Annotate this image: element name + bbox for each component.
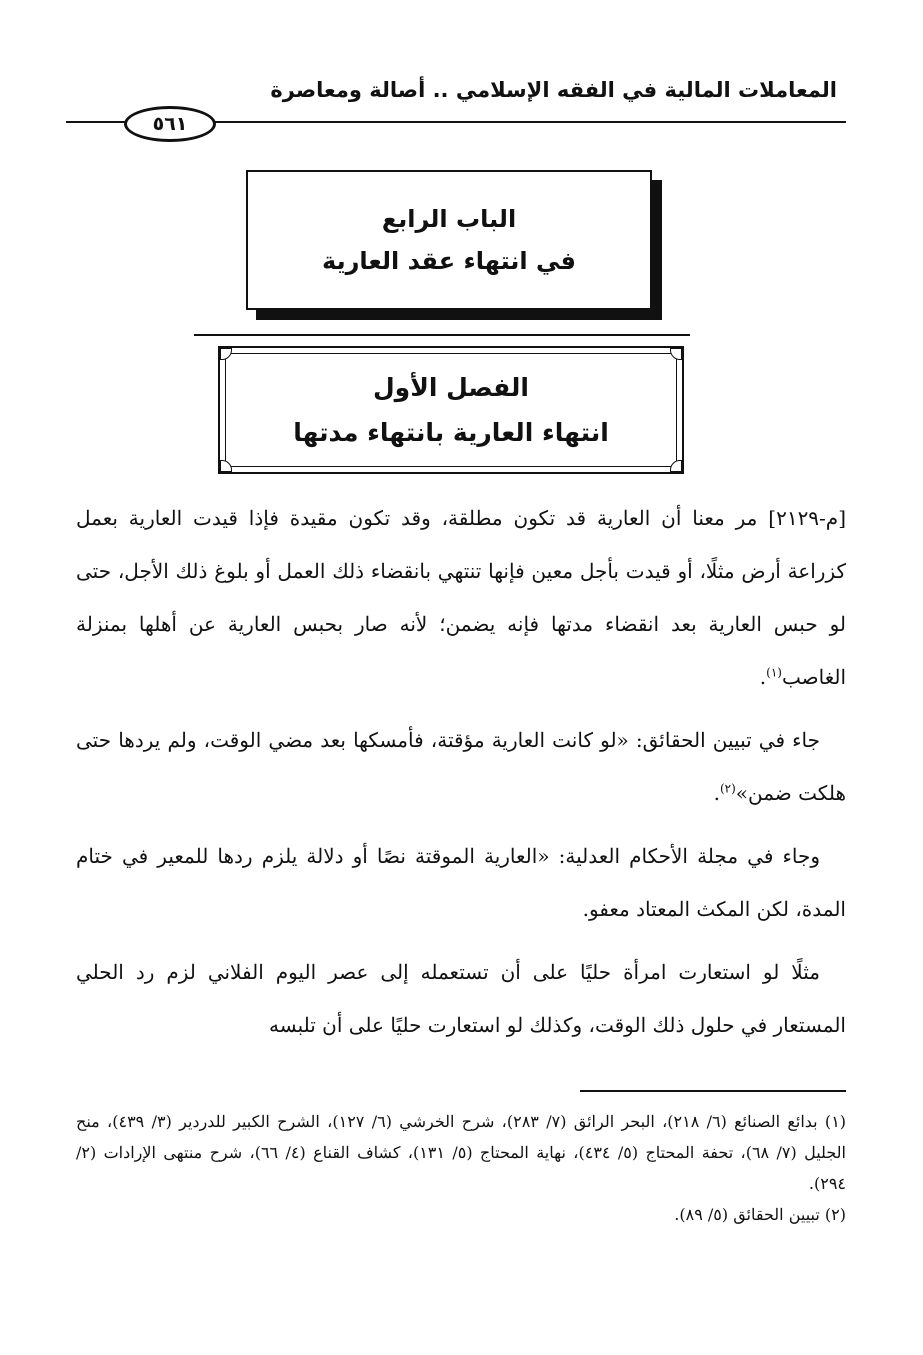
footnote-rule	[580, 1090, 846, 1092]
section-title: انتهاء العارية بانتهاء مدتها	[293, 418, 609, 447]
frame-corner-ornament	[670, 348, 682, 360]
paragraph	[76, 830, 846, 936]
footnote: (١) بدائع الصنائع (٦/ ٢١٨)، البحر الرائق (٧/ ٢٨٣)، شرح الخرشي (٦/ ١٢٧)، الشرح الكبير للدردير (٣/ ٤٣٩)، منح الجليل (٧/ ٦٨)، تحفة المحتاج (٥/ ٤٣٤)، نهاية المحتاج (٥/ ١٣١)، كشاف القناع (٤/ ٦٦)، شرح منتهى الإرادات (٢/ ٢٩٤).	[76, 1112, 847, 1193]
paragraph-text: وجاء في مجلة الأحكام العدلية: «العارية الموقتة نصًا أو دلالة يلزم ردها للمعير في ختام المدة، لكن المكث المعتاد معفو.	[76, 844, 846, 921]
paragraph	[76, 714, 846, 820]
paragraph	[76, 946, 846, 1052]
page-number-badge	[124, 106, 216, 142]
footnote-ref: (٢)	[719, 781, 736, 796]
footnote: (٢) تبيين الحقائق (٥/ ٨٩).	[674, 1205, 846, 1224]
paragraph-text: جاء في تبيين الحقائق: «لو كانت العارية مؤقتة، فأمسكها بعد مضي الوقت، ولم يردها حتى هلكت ضمن»	[76, 728, 846, 805]
frame-corner-ornament	[670, 460, 682, 472]
running-header-title: المعاملات المالية في الفقه الإسلامي .. أصالة ومعاصرة	[270, 78, 837, 102]
paragraph-tail: .	[713, 781, 720, 805]
frame-corner-ornament	[220, 460, 232, 472]
section-heading-inner-frame	[225, 353, 677, 467]
section-heading-box	[218, 346, 684, 474]
paragraph-text: مثلًا لو استعارت امرأة حليًا على أن تستعمله إلى عصر اليوم الفلاني لزم رد الحلي المستعار في حلول ذلك الوقت، وكذلك لو استعارت حليًا على أن تلبسه	[76, 960, 846, 1037]
paragraph-tail: .	[759, 665, 767, 689]
paragraph-text: [م-٢١٢٩] مر معنا أن العارية قد تكون مطلقة، وقد تكون مقيدة فإذا قيدت العارية بعمل كزراعة أرض مثلًا، أو قيدت بأجل معين فإنها تنتهي بانقضاء ذلك العمل أو بلوغ ذلك الأجل، حتى لو حبس العارية بعد انقضاء مدتها فإنه يضمن؛ لأنه صار بحبس العارية عن أهلها بمنزلة الغاصب	[76, 506, 846, 689]
chapter-heading-box	[246, 170, 652, 310]
chapter-title: في انتهاء عقد العارية	[322, 247, 576, 275]
body-text	[76, 492, 846, 1062]
paragraph	[76, 492, 846, 704]
footnotes	[76, 1106, 846, 1230]
section-label: الفصل الأول	[372, 373, 530, 402]
section-separator-rule	[194, 334, 690, 336]
chapter-label: الباب الرابع	[381, 205, 517, 233]
frame-corner-ornament	[220, 348, 232, 360]
footnote-ref: (١)	[766, 665, 782, 680]
page-number: ٥٦١	[152, 113, 188, 135]
